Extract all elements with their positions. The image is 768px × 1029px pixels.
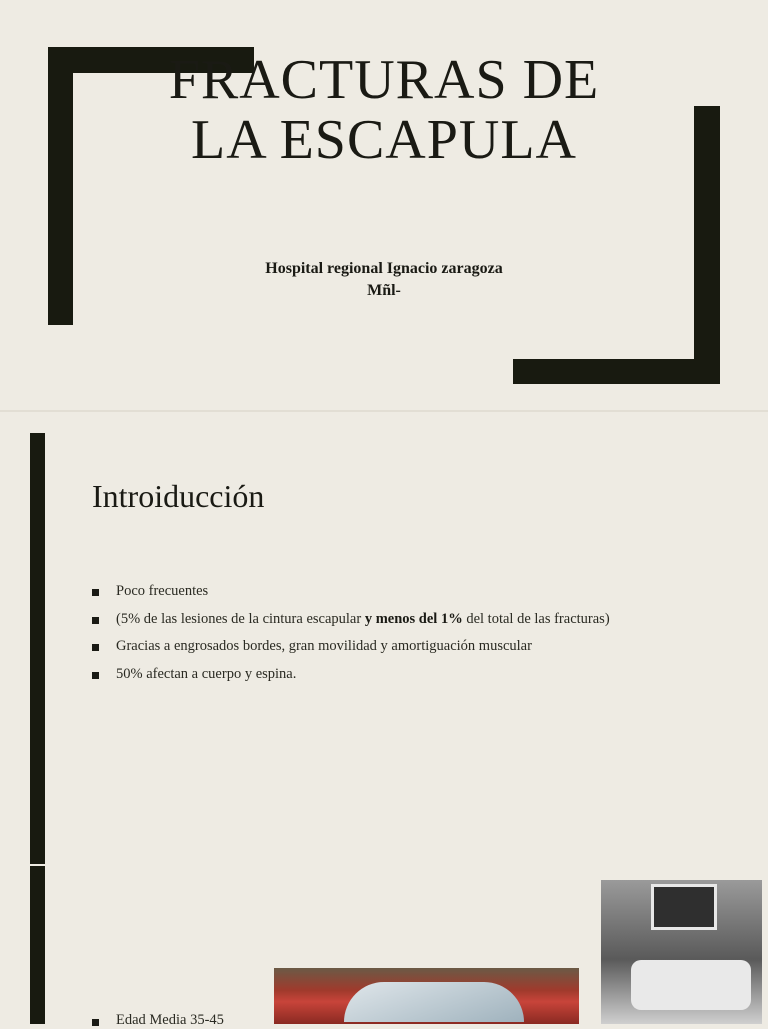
title-line-2: LA ESCAPULA xyxy=(191,109,577,171)
stretcher-shape xyxy=(631,960,751,1010)
car-accident-photo xyxy=(274,968,579,1024)
intro-bullet-list xyxy=(92,578,732,688)
list-item xyxy=(92,633,732,661)
bullet-text: Gracias a engrosados bordes, gran movilidad y amortiguación muscular xyxy=(116,638,532,654)
list-item xyxy=(92,606,732,634)
bullet-square-icon xyxy=(92,617,99,624)
bullet-text-pre: (5% de las lesiones de la cintura escapular xyxy=(116,610,365,627)
list-item xyxy=(92,1012,224,1029)
bullet-text-post: del total de las fracturas) xyxy=(462,610,610,627)
bullet-text: Edad Media 35-45 xyxy=(116,1012,224,1028)
ambulance-window xyxy=(651,884,717,930)
title-line-1: FRACTURAS DE xyxy=(168,49,600,111)
car-windshield xyxy=(344,982,524,1022)
subtitle-hospital: Hospital regional Ignacio zaragoza xyxy=(265,260,503,277)
slide-subtitle xyxy=(0,258,768,302)
list-item xyxy=(92,661,732,689)
bullet-text-bold: y menos del 1% xyxy=(364,610,463,627)
list-item xyxy=(92,578,732,606)
intro-heading: Introiducción xyxy=(92,478,265,514)
subtitle-author: Mñl- xyxy=(367,282,401,299)
bullet-square-icon xyxy=(92,589,99,596)
slide2-left-accent-bar xyxy=(30,433,45,864)
slide-title xyxy=(0,50,768,170)
slide3-left-accent-bar xyxy=(30,866,45,1024)
bullet-square-icon xyxy=(92,1019,99,1026)
bullet-text: 50% afectan a cuerpo y espina. xyxy=(116,665,297,682)
slide-divider xyxy=(0,410,768,412)
ambulance-photo xyxy=(601,880,762,1024)
bullet-text: Poco frecuentes xyxy=(116,583,209,599)
frame-bottom-right-horizontal xyxy=(513,359,720,384)
bullet-square-icon xyxy=(92,644,99,651)
bullet-square-icon xyxy=(92,672,99,679)
